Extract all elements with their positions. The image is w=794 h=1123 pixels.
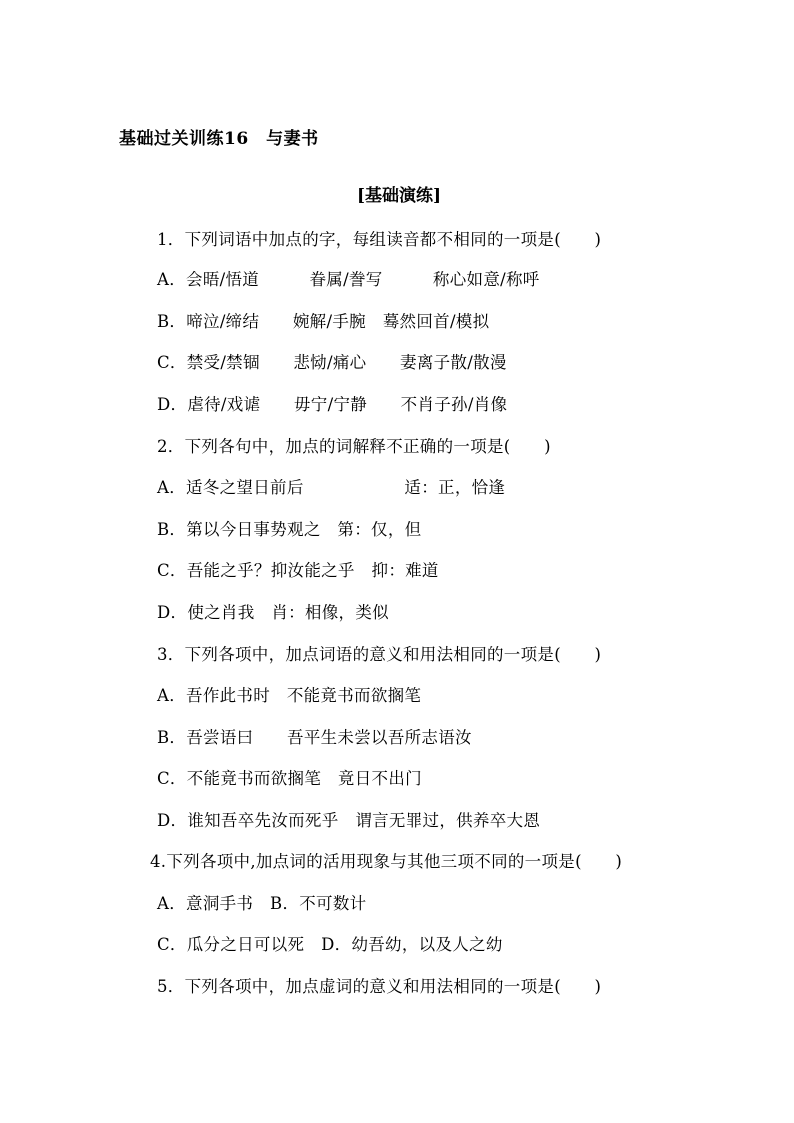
q1-option-a: A．会晤/悟道 眷属/誊写 称心如意/称呼 bbox=[157, 270, 540, 289]
section-heading: [基础演练] bbox=[356, 186, 442, 206]
q4-options-ab: A．意洞手书 B．不可数计 bbox=[157, 894, 367, 913]
q3-option-c: C．不能竟书而欲搁笔 竟日不出门 bbox=[157, 769, 422, 788]
q2-option-a: A．适冬之望日前后 适：正，恰逢 bbox=[157, 478, 506, 497]
q2-option-b: B．第以今日事势观之 第：仅，但 bbox=[157, 520, 422, 539]
document-title: 基础过关训练16 与妻书 bbox=[119, 129, 319, 149]
question-4: 4.下列各项中,加点词的活用现象与其他三项不同的一项是( ) bbox=[150, 852, 623, 871]
q2-option-d: D．使之肖我 肖：相像，类似 bbox=[157, 603, 389, 622]
q4-options-cd: C．瓜分之日可以死 D．幼吾幼，以及人之幼 bbox=[157, 935, 503, 954]
q3-option-b: B．吾尝语曰 吾平生未尝以吾所志语汝 bbox=[157, 728, 472, 747]
q1-option-b: B．啼泣/缔结 婉解/手腕 蓦然回首/模拟 bbox=[157, 312, 490, 331]
q1-option-c: C．禁受/禁锢 悲恸/痛心 妻离子散/散漫 bbox=[157, 353, 507, 372]
question-2: 2．下列各句中，加点的词解释不正确的一项是( ) bbox=[157, 437, 551, 456]
question-1: 1．下列词语中加点的字，每组读音都不相同的一项是( ) bbox=[157, 230, 602, 249]
q3-option-a: A．吾作此书时 不能竟书而欲搁笔 bbox=[157, 686, 422, 705]
q2-option-c: C．吾能之乎？抑汝能之乎 抑：难道 bbox=[157, 561, 439, 580]
q1-option-d: D．虐待/戏谑 毋宁/宁静 不肖子孙/肖像 bbox=[157, 395, 508, 414]
question-5: 5．下列各项中，加点虚词的意义和用法相同的一项是( ) bbox=[157, 977, 602, 996]
q3-option-d: D．谁知吾卒先汝而死乎 谓言无罪过，供养卒大恩 bbox=[157, 811, 541, 830]
question-3: 3．下列各项中，加点词语的意义和用法相同的一项是( ) bbox=[157, 645, 602, 664]
